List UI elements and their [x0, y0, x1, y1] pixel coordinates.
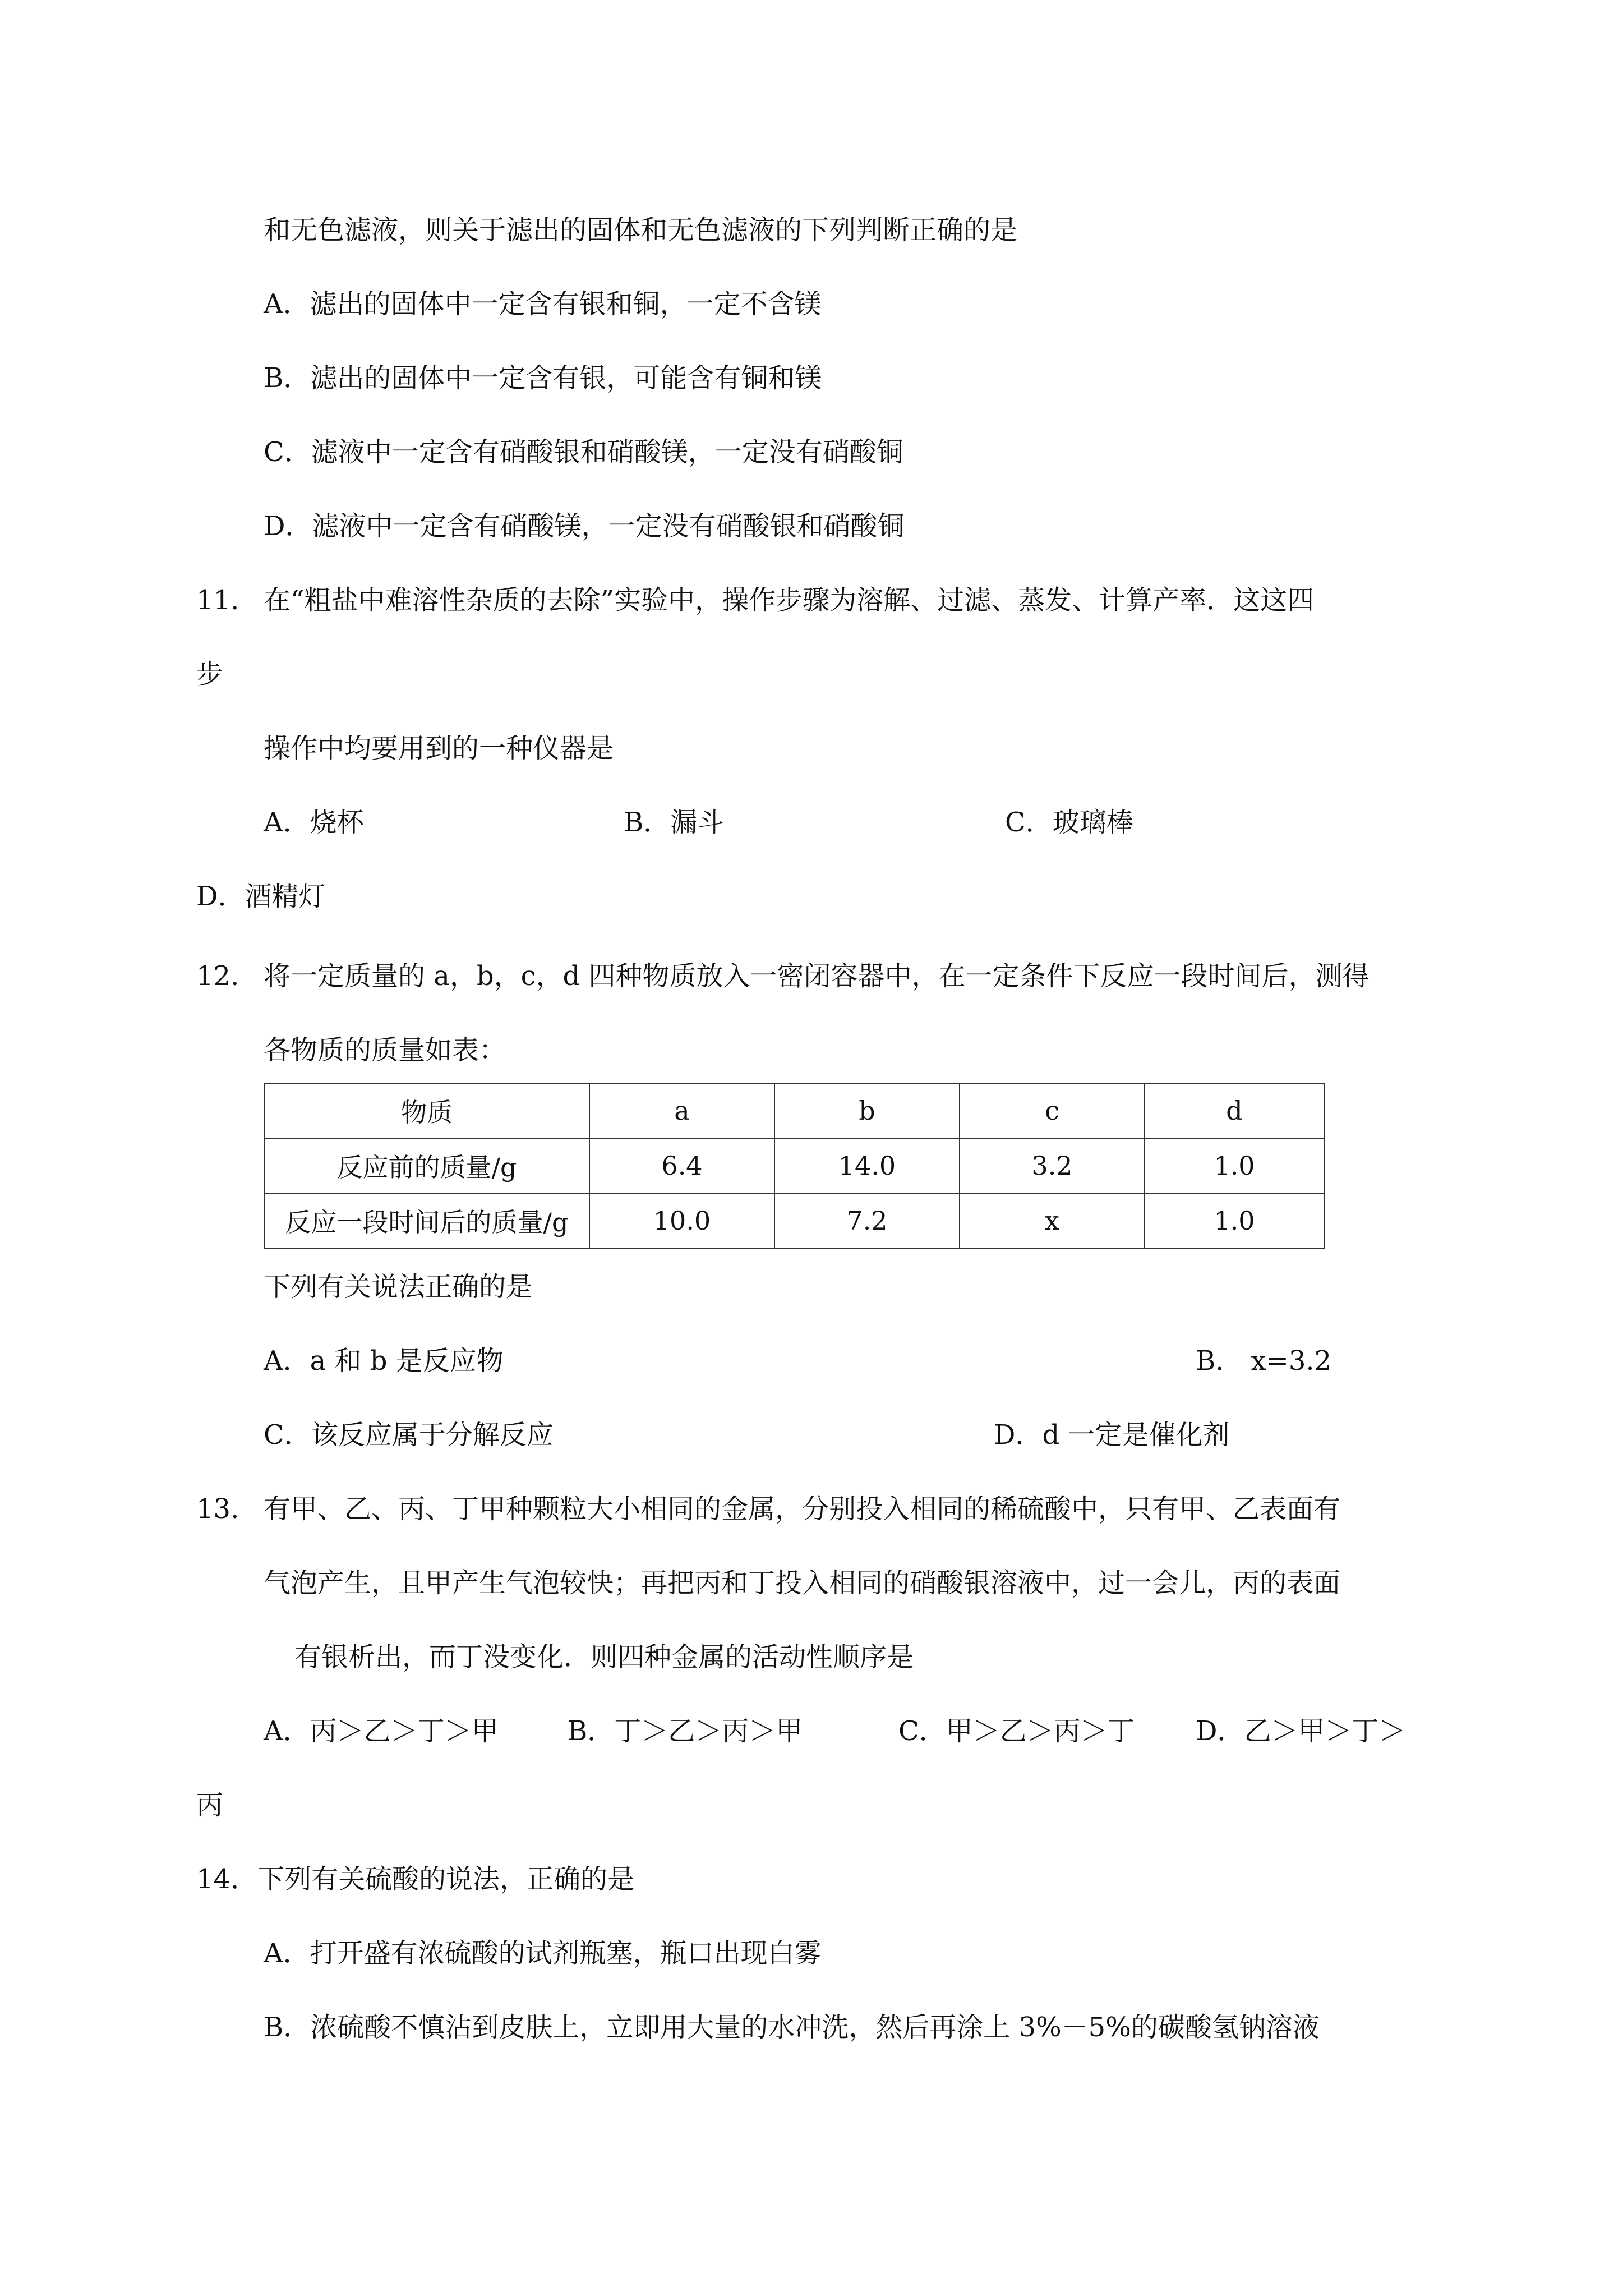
table-row	[264, 1193, 1324, 1248]
q13-option-d-wrap: 丙	[196, 1789, 224, 1821]
q14-stem: 14．下列有关硫酸的说法，正确的是	[196, 1864, 635, 1895]
q10-option-c: C．滤液中一定含有硝酸银和硝酸镁，一定没有硝酸铜	[264, 436, 903, 468]
table-header-cell: b	[774, 1083, 960, 1138]
table-cell: x	[960, 1193, 1145, 1248]
table-header-cell: d	[1145, 1083, 1324, 1138]
q11-stem-line3: 操作中均要用到的一种仪器是	[264, 733, 614, 764]
q12-stem-line2: 各物质的质量如表：	[264, 1034, 506, 1066]
mass-table	[264, 1083, 1325, 1249]
q11-option-c: C．玻璃棒	[1005, 807, 1133, 838]
table-header-cell: c	[960, 1083, 1145, 1138]
q13-stem-line2: 气泡产生，且甲产生气泡较快；再把丙和丁投入相同的硝酸银溶液中，过一会儿，丙的表面	[264, 1567, 1341, 1599]
q10-stem-continuation: 和无色滤液，则关于滤出的固体和无色滤液的下列判断正确的是	[264, 214, 1018, 246]
table-cell: 1.0	[1145, 1138, 1324, 1193]
q13-option-b: B．丁＞乙＞丙＞甲	[568, 1715, 803, 1747]
q12-option-b: B． x=3.2	[1196, 1345, 1332, 1377]
q12-stem-line1: 将一定质量的 a，b，c，d 四种物质放入一密闭容器中，在一定条件下反应一段时间后，测得	[264, 960, 1370, 992]
table-cell: 1.0	[1145, 1193, 1324, 1248]
table-cell: 14.0	[774, 1138, 960, 1193]
q11-stem-line2: 步	[196, 659, 224, 690]
q11-stem-line1: 在“粗盐中难溶性杂质的去除”实验中，操作步骤为溶解、过滤、蒸发、计算产率．这这四	[264, 585, 1315, 616]
q13-stem-line1: 有甲、乙、丙、丁甲种颗粒大小相同的金属，分别投入相同的稀硫酸中，只有甲、乙表面有	[264, 1493, 1341, 1525]
q12-option-d: D．d 一定是催化剂	[994, 1419, 1230, 1451]
q11-option-b: B．漏斗	[624, 807, 725, 838]
q12-option-a: A．a 和 b 是反应物	[264, 1345, 504, 1377]
table-row	[264, 1138, 1324, 1193]
q14-option-b: B．浓硫酸不慎沾到皮肤上，立即用大量的水冲洗，然后再涂上 3%－5%的碳酸氢钠溶液	[264, 2012, 1320, 2043]
q13-option-a: A．丙＞乙＞丁＞甲	[264, 1715, 499, 1747]
table-cell: 7.2	[774, 1193, 960, 1248]
q10-option-a: A．滤出的固体中一定含有银和铜，一定不含镁	[264, 288, 822, 320]
q11-option-a: A．烧杯	[264, 807, 364, 838]
q11-option-d: D．酒精灯	[196, 881, 326, 912]
q13-stem-line3: 有银析出，而丁没变化．则四种金属的活动性顺序是	[294, 1641, 914, 1673]
table-cell: 反应一段时间后的质量/g	[264, 1193, 589, 1248]
q13-option-d: D．乙＞甲＞丁＞	[1196, 1715, 1406, 1747]
q10-option-b: B．滤出的固体中一定含有银，可能含有铜和镁	[264, 362, 822, 394]
table-header-cell: a	[589, 1083, 774, 1138]
table-cell: 6.4	[589, 1138, 774, 1193]
table-cell: 10.0	[589, 1193, 774, 1248]
q12-after-table: 下列有关说法正确的是	[264, 1271, 533, 1303]
q14-option-a: A．打开盛有浓硫酸的试剂瓶塞，瓶口出现白雾	[264, 1938, 822, 1969]
table-header-row	[264, 1083, 1324, 1138]
q11-number: 11.	[196, 585, 239, 616]
q13-number: 13.	[196, 1493, 239, 1525]
table-cell: 3.2	[960, 1138, 1145, 1193]
q10-option-d: D．滤液中一定含有硝酸镁，一定没有硝酸银和硝酸铜	[264, 510, 905, 542]
q12-number: 12.	[196, 960, 239, 992]
table-cell: 反应前的质量/g	[264, 1138, 589, 1193]
q12-option-c: C．该反应属于分解反应	[264, 1419, 554, 1451]
q13-option-c: C．甲＞乙＞丙＞丁	[898, 1715, 1135, 1747]
table-header-cell: 物质	[264, 1083, 589, 1138]
